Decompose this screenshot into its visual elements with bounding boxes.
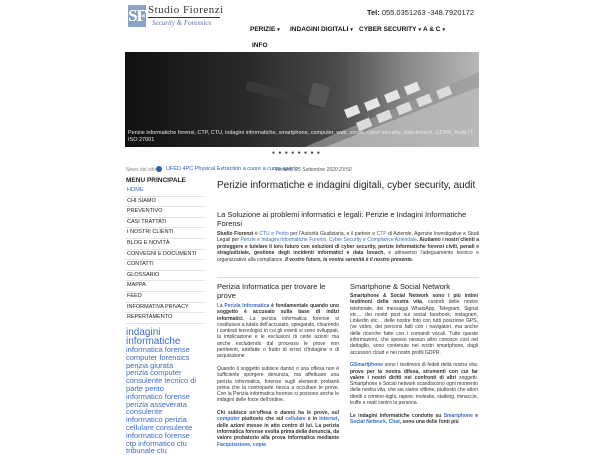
nav-info[interactable]	[252, 42, 268, 49]
chevron-down-icon: ▾	[350, 27, 353, 33]
col1-link[interactable]: Perizia Informatica	[224, 303, 270, 309]
tag-cloud	[126, 328, 204, 455]
nav-label: CYBER SECURITY	[359, 26, 417, 33]
col2-part: Smartphone & Social Network	[350, 293, 429, 299]
intro-paragraph	[217, 231, 479, 263]
tag-link[interactable]: parte perito	[126, 383, 164, 393]
tag-link[interactable]: informatiche	[126, 336, 181, 347]
col1-link[interactable]: cellulare	[285, 416, 306, 423]
sidebar-item-blog[interactable]: BLOG E NOVITÀ	[125, 239, 205, 250]
tag-link[interactable]: consulente	[126, 407, 163, 417]
chevron-down-icon: ▾	[277, 27, 280, 33]
sidebar-item-privacy[interactable]: INFORMATIVA PRIVACY	[125, 303, 205, 314]
news-link[interactable]: UFED 4PC Physical Extraction a cuore a cuore aperto	[166, 166, 299, 172]
nav-label: PERIZIE	[250, 26, 276, 33]
logo-tagline: Security & Forensics	[152, 19, 212, 27]
col2-link[interactable]: GSmartphone	[350, 362, 384, 369]
sidebar-item-chi-siamo[interactable]: CHI SIAMO	[125, 197, 205, 208]
col1-part: La perizia informatica forense si costituisce a tutela dell'accusato, spiegando, chiarendo i contesti tecnologici in cui gli eventi si sono sviluppati, la implicazione e le esclusioni di certe azioni: ma anche escludendo dal processo le prove non pertinenti, artefatte o frutto di errori d'indagine o di acquisizione.	[217, 315, 339, 360]
col2-part: e	[472, 412, 478, 419]
sidebar-item-preventivo[interactable]: PREVENTIVO	[125, 207, 205, 218]
tag-link[interactable]: informatica forense	[126, 345, 190, 354]
tag-link[interactable]: cellulare consulente	[126, 422, 193, 432]
nav-label: A & C	[423, 26, 441, 33]
col2-part: prove per la nostra difesa, strumenti con cui far valere i nostri diritti nei confronti di altri	[350, 368, 478, 381]
col1-part: Chi subisce un'offesa o danno ha le prove, sul	[217, 410, 339, 417]
tag-link[interactable]: informatico forense	[126, 430, 190, 440]
news-label: News dal sito	[126, 167, 156, 173]
tag-link[interactable]: consulente tecnico di	[126, 376, 197, 386]
col2-part: , sono una delle fonti più	[399, 418, 459, 425]
nav-perizie[interactable]	[250, 26, 280, 33]
col1-link[interactable]: computer	[217, 416, 240, 423]
sidebar-item-convegni[interactable]: CONVEGNI E DOCUMENTI	[125, 250, 205, 261]
intro-text: è	[253, 231, 260, 237]
sidebar-item-glossario[interactable]: GLOSSARIO	[125, 271, 205, 282]
phone-label: Tel:	[366, 8, 380, 17]
nav-indagini-digitali[interactable]	[290, 26, 353, 33]
col2-part: Le indagini informatiche condotte su	[350, 412, 444, 419]
page-title: Perizie informatiche e indagini digitali, cyber security, audit	[217, 180, 476, 191]
tag-link[interactable]: perizia asseverata	[126, 399, 187, 409]
col2-link[interactable]: Smartphone	[443, 412, 473, 419]
tag-link[interactable]: indagini	[126, 327, 161, 338]
col1-part: è fondamentale quando uno soggetto è accusato sulla base di indizi informatici.	[217, 303, 339, 322]
col2-part: , custodi delle nostre telefonate, dei messaggi WhatsApp, Telegram, Signal etc… dei nostri post sui social facebook, instagram, Linkedin etc… delle nostre foto con tutti posizione GPS, (ve video, dei percorsi fatti con i navigatori, ma anche delle ricerche fatte con i comandi vocali. Tutte queste informazioni, che spesso nessun altro conosce così nel dettaglio, sono contenute nei nostri smartphone, dagli accessori cloud e nei nostri profili GDPR.	[350, 299, 479, 356]
news-ticker	[126, 166, 480, 176]
sidebar-heading: MENU PRINCIPALE	[126, 177, 186, 184]
col2-text	[350, 293, 478, 425]
sidebar-item-mappa[interactable]: MAPPA	[125, 281, 205, 292]
col1-text	[217, 303, 339, 448]
logo-divider	[148, 17, 220, 18]
col2-heading: Smartphone & Social Network	[350, 282, 451, 291]
col1-link[interactable]: Facquisizione, copia	[217, 441, 266, 448]
sidebar-item-casi-trattati[interactable]: CASI TRATTATI	[125, 218, 205, 229]
col1-heading: Perizia Informatica per trovare le prove	[217, 282, 326, 300]
sidebar-item-clienti[interactable]: I NOSTRI CLIENTI	[125, 228, 205, 239]
intro-text: di Aziende, Agenzie Investigative e Studi Legali per	[217, 231, 480, 244]
sidebar-item-contatti[interactable]: CONTATTI	[125, 260, 205, 271]
tag-link[interactable]: ctp informatico ctu	[126, 438, 187, 448]
chevron-down-icon: ▾	[442, 27, 445, 33]
intro-link[interactable]: Perizie e Indagini Informatiche Forensi, Cyber Security e Compliance Aziendale	[240, 237, 417, 244]
col1-part: La	[217, 303, 225, 309]
chevron-down-icon: ▾	[418, 27, 421, 33]
tag-link[interactable]: perizia giurata	[126, 360, 174, 370]
header-phone	[367, 8, 474, 17]
nav-a-c[interactable]	[423, 26, 445, 33]
hero-caption: Perizie informatiche forensi, CTP, CTU, indagini informatiche, smartphone, computer, web, social, cyber security, data breach, GDPR, Audit IT, ISO 27001	[128, 130, 474, 143]
sidebar-menu	[125, 186, 205, 324]
tag-link[interactable]: tribunale ctu	[126, 446, 167, 455]
intro-link[interactable]: CTU e Perito	[259, 231, 289, 237]
slider-dots[interactable]: ● ● ● ● ● ● ● ●	[272, 150, 321, 156]
sidebar-item-feed[interactable]: FEED	[125, 292, 205, 303]
col1-part: e in	[305, 416, 320, 423]
divider	[217, 277, 479, 278]
nav-cyber-security[interactable]	[359, 26, 421, 33]
tag-link[interactable]: perizia computer	[126, 368, 182, 378]
news-date: - Venerdì, 25 Settembre 2020 23:50	[272, 167, 352, 173]
col2-part: sono i testimoni di fedeli della nostra vita:	[383, 362, 478, 369]
intro-link[interactable]: CTP	[376, 231, 387, 237]
nav-label: INFO	[252, 42, 268, 49]
page-subtitle: La Soluzione ai problemi informatici e legali: Perizie e Indagini Informatiche Forensi	[217, 210, 467, 228]
logo-name[interactable]: Studio Fiorenzi	[148, 4, 224, 16]
intro-text: . Aiutiamo i nostri clienti a proteggere e tutelare il loro futuro con soluzioni di cyber security, perizie informatiche forensi civili, penali e stragiudiziale, gestione degli incidenti informatici e data breach,	[217, 237, 480, 257]
col1-part: Quando il soggetto subisce danno o una offesa non è sufficiente sporgere denuncia, ma affettuare una perizia informatica, forense sugli elementi probanti prima che la controparte riesca a occultare le prove. Con la Perizia informatica forense si possono anche le indagini delle forze dell'ordine.	[217, 365, 339, 404]
sidebar-item-repertamento[interactable]: REPERTAMENTO	[125, 313, 205, 324]
col1-part: piuttosto che sul	[239, 416, 286, 423]
news-icon	[156, 166, 162, 172]
tag-link[interactable]: computer forensics	[126, 352, 190, 362]
intro-motto: Il vostro futuro, la vostra serenità è il nostro presente.	[285, 256, 414, 263]
col2-part: sono i più intimi testimoni della nostra vita	[350, 293, 478, 306]
phone-numbers: 055.0351263 -348.7920172	[381, 8, 474, 17]
col2-link[interactable]: Social Network, Chat	[350, 418, 400, 425]
logo-mark[interactable]: SF	[128, 6, 146, 25]
tag-link[interactable]: informatico forense	[126, 391, 190, 401]
intro-text: Studio Fiorenzi	[217, 231, 254, 237]
tag-link[interactable]: informatico perizia	[126, 415, 187, 425]
col2-part: soggetti. Smartphone e Social network scandiscono ogni momento della nostra vita, che sia siamo vittime, piuttosto che attori diretti o crimino-loghi, rapine, molestie, stalking, minaccie, truffe e reati contro la persona.	[350, 374, 478, 407]
intro-text: per l'Autorità Giudiziaria, e il partner e	[288, 231, 377, 237]
sidebar-item-home[interactable]: HOME	[125, 186, 205, 197]
intro-text: e attraverso l'adeguamento tecnico e organizzativo alla compliance.	[217, 250, 479, 263]
nav-label: INDAGINI DIGITALI	[290, 26, 349, 33]
col1-part: , delle azioni messe in atto contro di lui. La perizia informatica forense svolta prima della denuncia, da valore probatorio alla prova informatica mediante	[217, 416, 339, 442]
col1-link[interactable]: Internet	[319, 416, 338, 423]
